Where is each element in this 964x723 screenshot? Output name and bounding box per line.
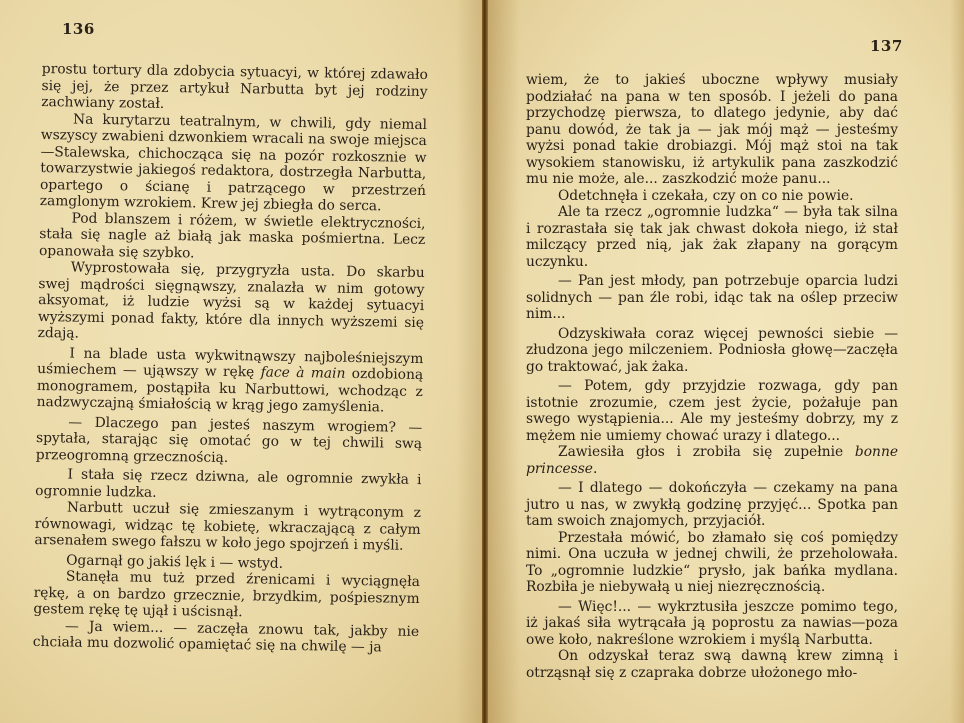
paragraph: I stała się rzecz dziwna, ale ogromnie zwykła i ogromnie ludzka. — [35, 466, 422, 501]
paragraph: Wyprostowała się, przygryzła usta. Do skarbu swej mądrości sięgnąwszy, znalazła w nim gotowy aksyomat, iż ludzie wyżsi są w każdej sytuacyi wyższymi ponad fakty, które dla innych wyższemi się zdają. — [37, 259, 425, 342]
paragraph: — I dlatego — dokończyła — czekamy na pana jutro u nas, w zwykłą godzinę przyjęć... Spotka pan tam swoich znajomych, przyjaciół. — [526, 480, 898, 529]
page-number: 137 — [870, 37, 903, 55]
paragraph: Przestała mówić, bo złamało się coś pomiędzy nimi. Ona uczuła w jednej chwili, że przeholowała. To „ogromnie ludzkie“ prysło, jak bańka mydlana. Rozbiła je niebywałą u niej niezręcznością. — [526, 529, 898, 595]
page-edge — [950, 0, 964, 723]
paragraph: prostu tortury dla zdobycia sytuacyi, w której zdawało się jej, że przez artykuł Narbutta byt jej rodziny zachwiany został. — [41, 61, 428, 112]
paragraph — [37, 344, 424, 416]
paragraph: — Pan jest młody, pan potrzebuje oparcia ludzi solidnych — pan źle robi, idąc tak na oślep przeciw nim... — [526, 273, 898, 322]
right-page — [486, 0, 964, 723]
book-spine — [482, 0, 488, 723]
paragraph-text: ozdobioną monogramem, postąpiła ku Narbuttowi, wchodząc z nadzwyczajną śmiałością w krąg jego zamyślenia. — [36, 365, 424, 416]
page-text — [526, 72, 898, 681]
paragraph: On odzyskał teraz swą dawną krew zimną i otrząsnął się z czapraka dobrze ułożonego mło- — [526, 648, 898, 681]
italic-phrase: face à main — [260, 364, 346, 382]
paragraph-text: . — [592, 460, 598, 477]
paragraph-text: Zawiesiła głos i zrobiła się zupełnie — [558, 444, 855, 460]
paragraph: Na kurytarzu teatralnym, w chwili, gdy niemal wszyscy zwabieni dzwonkiem wracali na swoje miejsca—Stalewska, chichocząca się na pozór rozkosznie w towarzystwie jakiegoś redaktora, dostrzegła Narbutta, opartego o ścianę i patrzącego w przestrzeń zamglonym wzrokiem. Krew jej zbiegła do serca. — [39, 110, 428, 215]
paragraph: wiem, że to jakieś uboczne wpływy musiały podziałać na pana w ten sposób. I jeżeli do pana przychodzę pierwsza, to dlatego jedynie, aby dać panu dowód, że tak ja — jak mój mąż — jesteśmy wyżsi ponad takie drobiazgi. Mój mąż stoi na tak wysokiem stanowisku, iż artykulik pana zaszkodzić mu nie może, ale... zaszkodzić może panu... — [526, 72, 898, 187]
page-text — [33, 61, 428, 656]
paragraph: Ale ta rzecz „ogromnie ludzka“ — była tak silna i rozrastała się tak jak chwast dokoła niego, iż stał milczący przed nią, jak żak złapany na gorącym uczynku. — [526, 204, 898, 270]
paragraph: — Ja wiem... — zaczęła znowu tak, jakby nie chciała mu dozwolić opamiętać się na chwilę — ja — [32, 617, 420, 656]
paragraph: — Dlaczego pan jesteś naszym wrogiem? — spytała, starając się omotać go w tej chwili swą przeogromną grzecznością. — [35, 413, 423, 466]
paragraph: Narbutt uczuł się zmieszanym i wytrąconym z równowagi, widząc tę kobietę, wkraczającą z całym arsenałem swego fałszu w koło jego spojrzeń i myśli. — [34, 499, 422, 554]
paragraph: — Potem, gdy przyjdzie rozwaga, gdy pan istotnie zrozumie, czem jest życie, pożałuje pan swego wystąpienia... Ale my jesteśmy dobrzy, my z mężem nie umiemy chować urazy i dlatego... — [526, 378, 898, 444]
paragraph-text: I na blade usta wykwitnąwszy najboleśniejszym uśmiechem — ująwszy w rękę — [37, 344, 424, 381]
gutter-shadow — [486, 0, 520, 723]
paragraph: — Więc!... — wykrztusiła jeszcze pomimo tego, iż jakaś siła wytrącała ją poprostu za nawias—poza owe koło, nakreślone wzrokiem i myślą Narbutta. — [526, 598, 898, 648]
paragraph: Pod blanszem i różem, w świetle elektryczności, stała się nagle aż białą jak maska pośmiertna. Lecz opanowała się szybko. — [38, 209, 426, 261]
paragraph: Ogarnął go jakiś lęk i — wstyd. — [66, 551, 284, 572]
italic-phrase: bonne princesse — [526, 444, 898, 477]
page-number: 136 — [62, 20, 95, 38]
paragraph — [526, 444, 898, 477]
paragraph: Odetchnęła i czekała, czy on co nie powie. — [558, 187, 854, 204]
paragraph: Stanęła mu tuż przed źrenicami i wyciągnęła rękę, a on bardzo grzecznie, brzydkim, pośpiesznym gestem rękę tę ujął i uścisnął. — [33, 568, 420, 621]
paragraph: Odzyskiwała coraz więcej pewności siebie — złudzona jego milczeniem. Podniosła głowę—zaczęła go traktować, jak żaka. — [526, 325, 898, 375]
